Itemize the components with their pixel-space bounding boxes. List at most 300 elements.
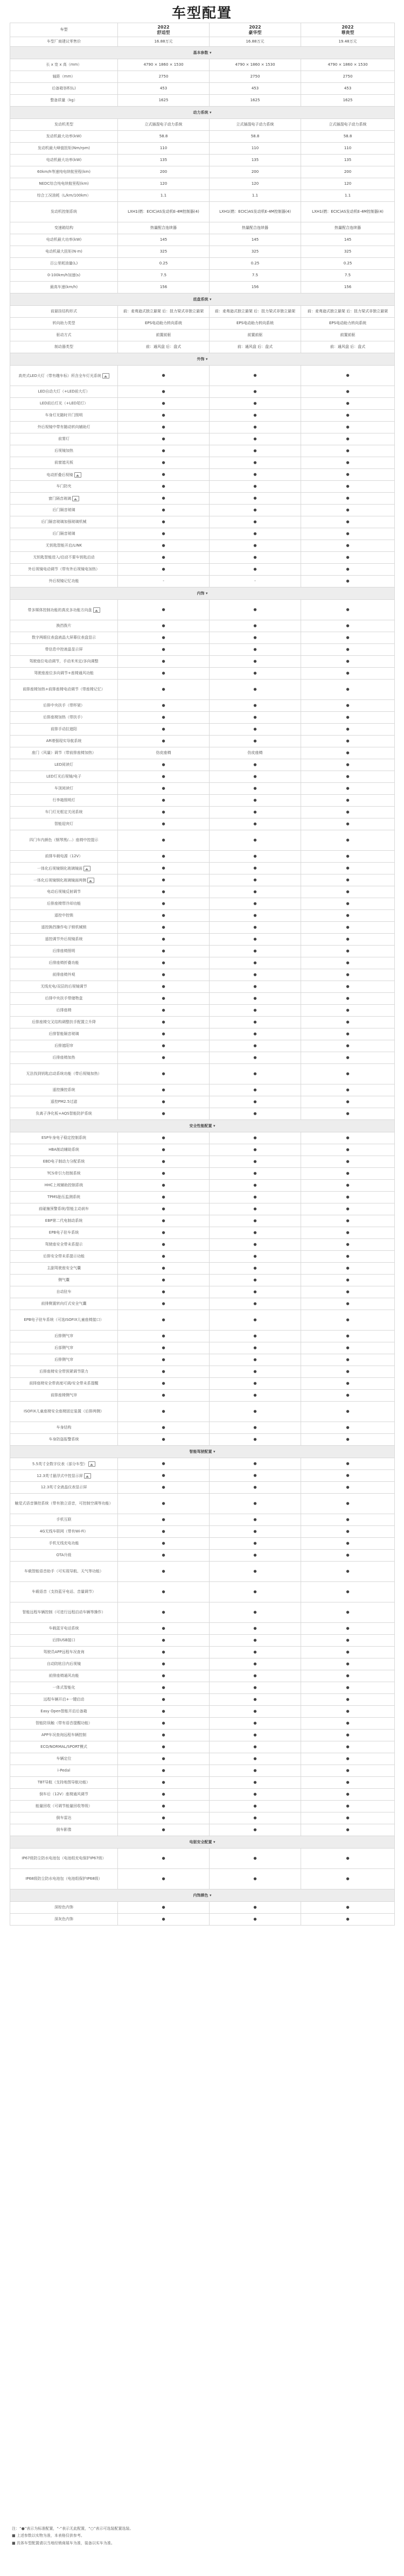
row-label [10, 1390, 118, 1402]
table-row [10, 668, 395, 680]
row-value-text: ● [162, 624, 165, 628]
row-value-text: ● [346, 1685, 350, 1690]
row-label-text: ECO/NORMAL/SPORT模式 [40, 1745, 87, 1749]
row-label [10, 433, 118, 445]
row-value [210, 1753, 301, 1765]
table-row [10, 318, 395, 330]
row-label [10, 807, 118, 818]
row-value-text: ● [253, 1318, 257, 1322]
row-value-text: ● [346, 715, 350, 720]
row-value [301, 1378, 395, 1390]
row-label [10, 1458, 118, 1470]
row-value-text: ● [162, 1745, 165, 1749]
row-value-text: ● [253, 1917, 257, 1922]
row-label-text: 后门隔音玻璃加强玻璃机械 [41, 520, 87, 524]
row-label-text: 前窗遮光板 [54, 460, 73, 465]
row-value-text: 热量配合连续器 [335, 226, 361, 230]
row-label-text: 后排中央扶手带储物盒 [45, 996, 83, 1001]
row-value [118, 1801, 210, 1812]
row-value-text: 325 [344, 249, 352, 254]
row-value [210, 898, 301, 910]
row-value-text: ● [346, 1147, 350, 1152]
table-row [10, 1005, 395, 1017]
row-value [301, 1914, 395, 1926]
row-label [10, 736, 118, 747]
row-value-text: ● [346, 1111, 350, 1116]
row-label-text: 遥控中控锁 [54, 913, 73, 918]
row-label-text: HHC上坡辅助控制系统 [44, 1183, 83, 1188]
row-label-text: 车载蓝牙电话系统 [48, 1626, 79, 1631]
row-value [118, 1168, 210, 1180]
row-value [210, 481, 301, 493]
row-value-text: ● [162, 1409, 165, 1414]
row-label-text: 一体化后视镜钢化玻璃镜面 [37, 866, 82, 871]
row-value-text: ● [253, 607, 257, 612]
table-row [10, 1741, 395, 1753]
row-value [118, 1670, 210, 1682]
row-value [210, 1390, 301, 1402]
row-label [10, 1718, 118, 1730]
row-value [210, 1017, 301, 1028]
row-value-text: ● [253, 687, 257, 692]
row-label-text: 发动机最大峰值扭矩(Nm/rpm) [37, 146, 90, 151]
row-value [118, 1718, 210, 1730]
row-value [210, 1494, 301, 1514]
row-label [10, 1192, 118, 1203]
table-row [10, 795, 395, 807]
table-row [10, 1765, 395, 1777]
row-value [118, 1096, 210, 1108]
row-label [10, 910, 118, 922]
row-label [10, 1168, 118, 1180]
row-value [301, 898, 395, 910]
row-value [210, 1458, 301, 1470]
row-value-text: 58.8 [343, 134, 352, 139]
row-value-text: ● [253, 1409, 257, 1414]
row-label [10, 564, 118, 576]
row-value [301, 143, 395, 155]
row-value [301, 1028, 395, 1040]
row-value [118, 1028, 210, 1040]
row-value [210, 1227, 301, 1239]
row-value [210, 1623, 301, 1635]
row-label [10, 1286, 118, 1298]
row-value-text: ● [253, 1020, 257, 1025]
table-row [10, 1753, 395, 1765]
image-icon[interactable] [72, 496, 79, 501]
row-label-text: EPB电子驻车系统 [48, 1230, 79, 1235]
row-value [118, 366, 210, 386]
row-label [10, 1017, 118, 1028]
row-label [10, 600, 118, 620]
row-value-text: 7.5 [160, 273, 167, 278]
row-label [10, 1670, 118, 1682]
row-value [118, 644, 210, 656]
row-value [301, 246, 395, 258]
row-label-text: 后排侧气帘 [54, 1334, 73, 1339]
row-label [10, 1812, 118, 1824]
row-value-text: ● [346, 555, 350, 560]
row-value [210, 946, 301, 957]
row-value [301, 422, 395, 433]
section-header [10, 587, 395, 600]
row-value-text: ● [162, 1346, 165, 1350]
row-value [118, 1658, 210, 1670]
row-value [301, 1040, 395, 1052]
row-label [10, 1275, 118, 1286]
table-row [10, 910, 395, 922]
row-label [10, 318, 118, 330]
table-row [10, 1402, 395, 1422]
row-label-text: 触觉式语音操控系统（带有独立语音，可控制空调等功能） [15, 1501, 113, 1506]
row-value [301, 1132, 395, 1144]
row-value [301, 1052, 395, 1064]
row-value-text: ● [346, 373, 350, 378]
caret-down-icon: ▾ [208, 50, 212, 55]
model-year: 2022 [342, 24, 354, 30]
row-label-text: 远程车辆开启+一键启动 [43, 1697, 85, 1702]
row-value-text: ● [253, 1745, 257, 1749]
row-value [210, 632, 301, 644]
row-value [118, 178, 210, 190]
row-value-text: ● [253, 1171, 257, 1176]
row-value-text: ● [346, 1266, 350, 1271]
row-value [210, 143, 301, 155]
row-value [210, 600, 301, 620]
row-value [301, 934, 395, 946]
table-row [10, 222, 395, 234]
table-row [10, 863, 395, 874]
table-row [10, 1658, 395, 1670]
row-value [301, 830, 395, 851]
table-row [10, 1084, 395, 1096]
row-value-text: ● [253, 1266, 257, 1271]
row-value-text: ● [253, 1828, 257, 1832]
row-value [210, 1005, 301, 1017]
row-value [301, 341, 395, 353]
row-value-text: ● [346, 1650, 350, 1655]
row-value-text: ● [346, 1290, 350, 1294]
row-value [210, 398, 301, 410]
row-value-text: ● [346, 1171, 350, 1176]
row-value-text: ● [162, 762, 165, 767]
row-value [301, 1682, 395, 1694]
table-row [10, 1623, 395, 1635]
row-value [118, 270, 210, 282]
image-icon[interactable] [83, 866, 90, 871]
row-value-text: ● [253, 925, 257, 930]
row-value-text: ● [346, 671, 350, 676]
row-value [118, 1741, 210, 1753]
row-value [301, 1331, 395, 1342]
row-label-text: Easy Open智能开启后备箱 [40, 1709, 87, 1714]
table-row [10, 1203, 395, 1215]
row-label-text: 智能防误触（带有语音提醒功能） [36, 1721, 92, 1726]
row-value [301, 1582, 395, 1602]
row-label-text: 倒车后（12V）座椅通风调节 [39, 1792, 88, 1797]
section-title-text: 基本参数 [193, 50, 208, 55]
row-label [10, 516, 118, 528]
image-icon[interactable] [102, 373, 109, 379]
row-value-text: ● [253, 937, 257, 942]
row-label-text: 百公里耗油量(L) [50, 261, 78, 266]
row-label [10, 386, 118, 398]
row-value-text: ● [253, 822, 257, 827]
row-value-text: ● [162, 1768, 165, 1773]
row-value [118, 1331, 210, 1342]
row-value-text: ● [253, 1501, 257, 1506]
row-value [118, 1706, 210, 1718]
row-label-text: OTA升级 [56, 1553, 72, 1558]
row-value-text: ● [162, 810, 165, 815]
row-value-text: ● [253, 1147, 257, 1152]
row-value [210, 37, 301, 47]
row-value-text: 120 [344, 181, 352, 186]
row-value-text: ● [346, 1541, 350, 1546]
row-value-text: ● [253, 1553, 257, 1558]
table-row [10, 1550, 395, 1562]
row-value-text: 19.48万元 [338, 39, 357, 44]
table-row [10, 457, 395, 469]
row-value [301, 234, 395, 246]
row-value-text: 立式插混电子动力系统 [329, 122, 367, 127]
row-value-text: ● [253, 1183, 257, 1188]
row-value [118, 620, 210, 632]
row-value [301, 505, 395, 516]
row-value-text: LXH1(燃：ECIC)AS发动机E-4M控制器(4) [219, 209, 291, 214]
row-value-text: 前：麦弗逊式独立悬架 后：扭力梁式非独立悬架 [307, 309, 388, 314]
row-value [301, 330, 395, 341]
row-value-text: ● [162, 1877, 165, 1881]
row-value-text: ● [253, 1044, 257, 1048]
row-value [210, 1635, 301, 1647]
row-value [118, 71, 210, 83]
row-value [210, 1239, 301, 1251]
row-value [118, 1458, 210, 1470]
row-value-text: ● [253, 496, 257, 501]
row-value [301, 736, 395, 747]
row-value-text: ● [253, 913, 257, 918]
row-value [210, 981, 301, 993]
table-row [10, 922, 395, 934]
row-label [10, 898, 118, 910]
image-icon[interactable] [74, 472, 81, 478]
row-label [10, 1064, 118, 1084]
row-label-text: 前排座椅外观 [52, 972, 75, 977]
row-value [210, 1812, 301, 1824]
table-row [10, 1215, 395, 1227]
row-value [301, 306, 395, 318]
row-label-text: 转向助力类型 [52, 321, 75, 326]
price-row [10, 37, 395, 47]
table-row [10, 576, 395, 587]
row-value-text: ● [162, 1733, 165, 1738]
row-value [118, 1084, 210, 1096]
row-value [210, 1801, 301, 1812]
row-value-text: ● [253, 1804, 257, 1809]
table-row [10, 469, 395, 481]
row-value [301, 1275, 395, 1286]
row-label [10, 270, 118, 282]
row-value-text: ● [253, 1709, 257, 1714]
row-value-text: 前置前驱 [247, 333, 263, 338]
row-value [210, 1354, 301, 1366]
row-value [301, 1227, 395, 1239]
row-value-text: ● [346, 607, 350, 612]
row-label-text: 后排侧气帘 [54, 1357, 73, 1362]
row-label-text: 车门灯光框定关闭系统 [45, 810, 83, 815]
row-value-text: ● [346, 1768, 350, 1773]
table-row [10, 712, 395, 724]
row-label [10, 366, 118, 386]
row-value-text: ● [253, 1136, 257, 1140]
section-title [10, 47, 395, 59]
row-label [10, 1378, 118, 1390]
row-label-text: 后排座椅照明 [52, 949, 75, 954]
row-value-text: ● [346, 1905, 350, 1910]
section-title [10, 1836, 395, 1849]
row-value-text: ● [162, 1242, 165, 1247]
row-label [10, 1635, 118, 1647]
row-value-text: 1625 [343, 98, 353, 103]
table-row [10, 330, 395, 341]
row-value-text: ● [253, 1393, 257, 1398]
row-value-text: ● [253, 1230, 257, 1235]
row-value-text: ● [253, 1055, 257, 1060]
row-label-text: 手机无线充电功能 [48, 1541, 79, 1546]
row-value [210, 783, 301, 795]
row-value-text: 145 [251, 237, 259, 242]
row-label-text: IP68级防尘防水电池包（电池组保护IP68级） [25, 1877, 102, 1881]
row-value-text: ● [253, 1733, 257, 1738]
model-year: 2022 [249, 24, 261, 30]
row-value-text: ● [162, 1590, 165, 1594]
row-value [301, 1144, 395, 1156]
row-label-text: 后排座椅 [56, 1008, 72, 1013]
row-value-text: 前置前驱 [340, 333, 356, 338]
row-value [118, 540, 210, 552]
row-label [10, 1765, 118, 1777]
row-value [301, 1694, 395, 1706]
row-value-text: ● [162, 878, 165, 883]
row-value-text: ● [253, 1638, 257, 1643]
row-value-text: ● [253, 1662, 257, 1667]
table-row [10, 1156, 395, 1168]
row-label-text: 后门隔音玻璃 [52, 531, 75, 536]
row-value-text: ● [162, 798, 165, 803]
row-value [210, 922, 301, 934]
row-value [118, 1914, 210, 1926]
row-value-text: ● [346, 1346, 350, 1350]
row-value [301, 366, 395, 386]
row-value-text: ● [162, 373, 165, 378]
section-title [10, 293, 395, 306]
image-icon[interactable] [87, 878, 94, 883]
row-value-text: ● [253, 972, 257, 977]
row-value [118, 493, 210, 505]
row-value [118, 576, 210, 587]
image-icon[interactable] [88, 1461, 95, 1467]
table-row [10, 234, 395, 246]
row-value-text: ● [346, 838, 350, 843]
row-value [210, 1482, 301, 1494]
row-value-text: ● [346, 774, 350, 779]
row-value [301, 1526, 395, 1538]
row-value [118, 783, 210, 795]
table-row [10, 83, 395, 95]
row-label [10, 155, 118, 166]
row-label-text: 车型厂商建议零售价 [47, 39, 81, 44]
table-row [10, 155, 395, 166]
row-value-text: 热量配合连续器 [150, 226, 177, 230]
row-value-text: ● [253, 1685, 257, 1690]
row-value-text: ● [253, 1674, 257, 1678]
image-icon[interactable] [93, 607, 100, 613]
row-value [301, 540, 395, 552]
image-icon[interactable] [84, 1473, 91, 1479]
row-label [10, 528, 118, 540]
row-value [301, 528, 395, 540]
row-value-text: 前：麦弗逊式独立悬架 后：扭力梁式非独立悬架 [123, 309, 204, 314]
row-value [118, 910, 210, 922]
row-label-text: 驾驶座位电动调节，手动米米定/多向调整 [29, 659, 99, 664]
row-value [301, 552, 395, 564]
table-row [10, 95, 395, 107]
row-value [118, 1310, 210, 1331]
row-value [301, 600, 395, 620]
row-value-text: ● [253, 647, 257, 652]
row-value-text: ● [346, 1756, 350, 1761]
row-label [10, 1602, 118, 1623]
row-value-text: 1.1 [160, 193, 167, 198]
row-value [210, 422, 301, 433]
row-value-text: ● [346, 925, 350, 930]
row-value [210, 366, 301, 386]
row-value-text: ● [346, 659, 350, 664]
row-label-text: 带多媒体控制功能的真皮多功能方向盘 [27, 607, 92, 612]
row-value-text: ● [162, 727, 165, 732]
row-label-text: 倒车影像 [56, 1828, 72, 1832]
row-value [301, 222, 395, 234]
row-value [210, 771, 301, 783]
row-value [210, 1310, 301, 1331]
row-value [210, 1658, 301, 1670]
row-value-text: ● [162, 1756, 165, 1761]
row-value [301, 445, 395, 457]
row-label-text: 换挡拨片 [56, 624, 72, 628]
row-value [210, 71, 301, 83]
row-label-text: 后排USB接口 [52, 1638, 75, 1643]
row-value-text: ● [253, 1278, 257, 1283]
row-label-text: 后排座椅带冷却功能 [47, 901, 81, 906]
row-value [118, 656, 210, 668]
row-value [210, 341, 301, 353]
row-value-text: ● [253, 1100, 257, 1104]
row-label [10, 1801, 118, 1812]
row-value [301, 886, 395, 898]
row-value [210, 528, 301, 540]
row-value [301, 783, 395, 795]
row-value [118, 1824, 210, 1836]
row-value [301, 457, 395, 469]
row-value-text: 145 [159, 237, 168, 242]
row-value-text: ● [253, 520, 257, 524]
row-value-text: ● [162, 1517, 165, 1522]
row-label [10, 1694, 118, 1706]
row-value-text: ● [346, 389, 350, 394]
row-value-text: ● [253, 508, 257, 513]
row-label [10, 410, 118, 422]
